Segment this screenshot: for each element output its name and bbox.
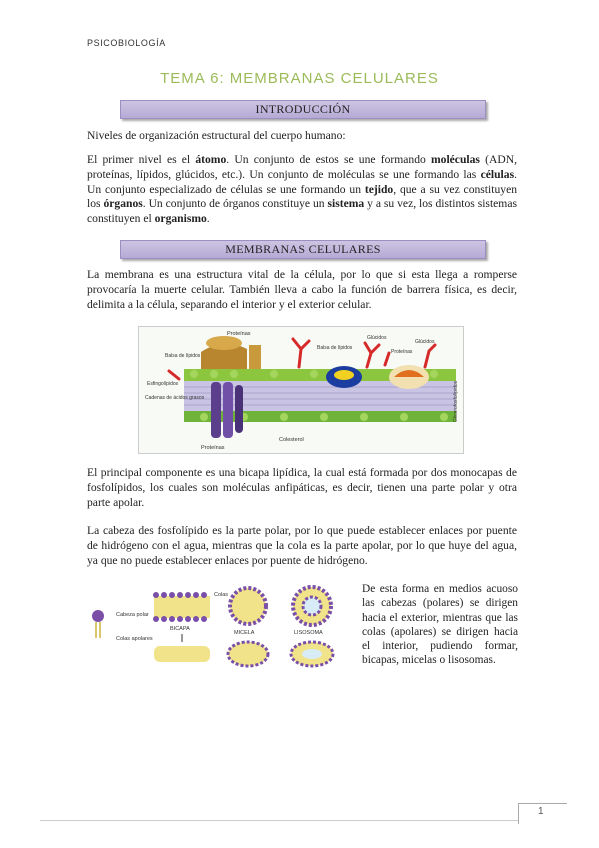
label-bicapa: BICAPA <box>170 626 190 632</box>
lipid-structures-diagram <box>86 584 356 676</box>
label-micela: MICELA <box>234 630 255 636</box>
label-proteinas-bottom: Proteínas <box>201 445 225 451</box>
label-colas-side: Colas apolares <box>116 636 153 642</box>
membrane-diagram <box>138 326 464 454</box>
membrane-paragraph-1: La membrana es una estructura vital de la célula, por lo que si esta llega a romperse provocaría la muerte celular. También lleva a cabo la función de barrera física, es decir, delimita a la célula, separando el interior y el exterior celular. <box>87 268 517 311</box>
label-colas-top: Colas <box>214 592 229 598</box>
label-glicerofosfolipidos: Glicerofosfolípidos <box>453 380 459 422</box>
label-glucidos-1: Glúcidos <box>367 335 387 341</box>
intro-paragraph-1: Niveles de organización estructural del cuerpo humano: <box>87 129 346 142</box>
label-lisosoma: LISOSOMA <box>294 630 323 636</box>
label-balsa-mid: Balsa de lípidos <box>317 345 353 351</box>
intro-paragraph-2: El primer nivel es el átomo. Un conjunto de estos se une formando moléculas (ADN, proteínas, lípidos, glúcidos, etc.). Un conjunto de moléculas se une formando las células. Un conjunto especializado de células se une formando un tejido, que a su vez constituyen los órganos. Un conjunto de órganos constituye un sistema y a su vez, los distintos sistemas constituyen el organismo. <box>87 153 518 226</box>
label-proteinas-right: Proteínas <box>391 349 413 355</box>
section-heading-intro: INTRODUCCIÓN <box>120 100 486 119</box>
label-cabeza: Cabeza polar <box>116 612 149 618</box>
page-number: 1 <box>538 806 544 817</box>
page-title: TEMA 6: MEMBRANAS CELULARES <box>160 70 439 87</box>
membrane-paragraph-2: El principal componente es una bicapa lipídica, la cual está formada por dos monocapas de fosfolípidos, los cuales son moléculas anfipáticas, es decir, tienen una parte polar y otra parte apolar. <box>87 466 517 509</box>
footer-rule <box>40 820 518 821</box>
label-cadenas: Cadenas de ácidos grasos <box>145 395 205 401</box>
label-esfingolipidos: Esfingolípidos <box>147 381 179 387</box>
label-balsa-left: Balsa de lípidos <box>165 353 201 359</box>
running-header: PSICOBIOLOGÍA <box>87 38 166 48</box>
membrane-paragraph-4: De esta forma en medios acuoso las cabezas (polares) se dirigen hacia el exterior, mientras que las colas (apolares) se dirigen hacia el interior, pudiendo formar, bicapas, micelas o lisosomas. <box>362 583 518 667</box>
membrane-paragraph-3: La cabeza des fosfolípido es la parte polar, por lo que puede establecer enlaces por puente de hidrógeno con el agua, mientras que la cola es la parte apolar, por lo que huye del agua, ya que no puede establecer enlaces por puente de hidrógeno. <box>87 524 517 567</box>
label-colesterol: Colesterol <box>279 437 304 443</box>
section-heading-membranes: MEMBRANAS CELULARES <box>120 240 486 259</box>
label-glucidos-2: Glúcidos <box>415 339 435 345</box>
label-proteinas-top: Proteínas <box>227 331 251 337</box>
